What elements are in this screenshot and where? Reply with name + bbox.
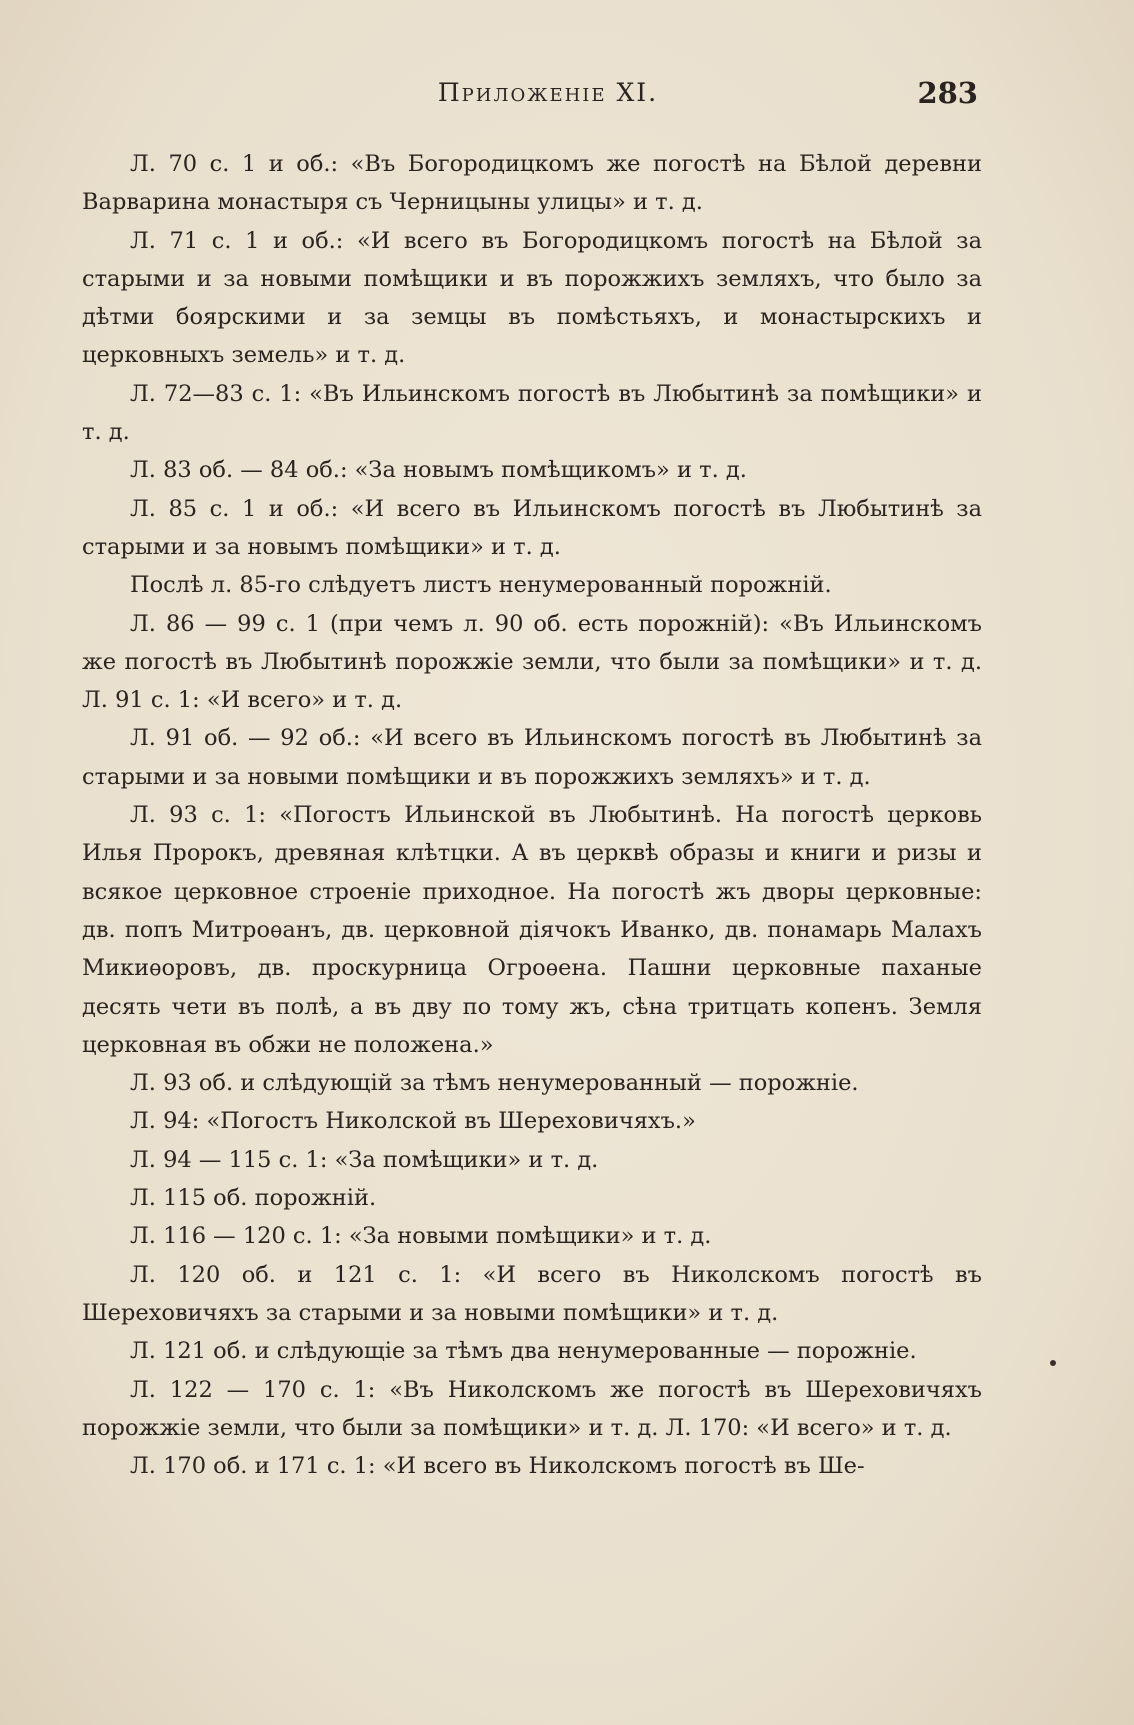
paragraph: Л. 122 — 170 с. 1: «Въ Николскомъ же погостѣ въ Шереховичяхъ порожжіе земли, что были за помѣщики» и т. д. Л. 170: «И всего» и т. д. <box>82 1376 982 1441</box>
running-head <box>78 78 978 118</box>
paragraph: Л. 170 об. и 171 с. 1: «И всего въ Николскомъ погостѣ въ Ше- <box>130 1453 865 1480</box>
paragraph: Л. 120 об. и 121 с. 1: «И всего въ Николскомъ погостѣ въ Шереховичяхъ за старыми и за новыми помѣщики» и т. д. <box>82 1261 982 1326</box>
paragraph: Л. 72—83 с. 1: «Въ Ильинскомъ погостѣ въ Любытинѣ за помѣщики» и т. д. <box>82 380 982 446</box>
running-head-title: Приложеніе XI. <box>437 78 659 107</box>
margin-ink-dot <box>1050 1360 1056 1366</box>
paragraph: Л. 94: «Погостъ Николской въ Шереховичяхъ.» <box>130 1108 696 1135</box>
paragraph: Л. 121 об. и слѣдующіе за тѣмъ два ненумерованные — порожніе. <box>130 1338 917 1365</box>
page-number: 283 <box>917 76 978 110</box>
paragraph: Л. 93 с. 1: «Погостъ Ильинской въ Любытинѣ. На погостѣ церковь Илья Пророкъ, древяная клѣтцки. А въ церквѣ образы и книги и ризы и всякое церковное строеніе приходное. На погостѣ жъ дворы церковные: дв. попъ Митроѳанъ, дв. церковной діячокъ Иванко, дв. понамарь Малахъ Микиѳоровъ, дв. проскурница Огроѳена. Пашни церковные паханые десять чети въ полѣ, а въ дву по тому жъ, сѣна тритцать копенъ. Земля церковная въ обжи не положена.» <box>82 802 982 1058</box>
paragraph: Л. 93 об. и слѣдующій за тѣмъ ненумерованный — порожніе. <box>130 1070 859 1097</box>
paragraph: Л. 116 — 120 с. 1: «За новыми помѣщики» и т. д. <box>130 1223 712 1250</box>
paragraph: Л. 91 об. — 92 об.: «И всего въ Ильинскомъ погостѣ въ Любытинѣ за старыми и за новыми помѣщики и въ порожжихъ земляхъ» и т. д. <box>82 725 982 790</box>
paragraph: Л. 85 с. 1 и об.: «И всего въ Ильинскомъ погостѣ въ Любытинѣ за старыми и за новымъ помѣщики» и т. д. <box>82 495 982 560</box>
paragraph: Л. 83 об. — 84 об.: «За новымъ помѣщикомъ» и т. д. <box>130 457 747 484</box>
body-text <box>82 145 982 1485</box>
paragraph: Л. 70 с. 1 и об.: «Въ Богородицкомъ же погостѣ на Бѣлой деревни Варварина монастыря съ Черницыны улицы» и т. д. <box>82 151 982 216</box>
paragraph: Послѣ л. 85-го слѣдуетъ листъ ненумерованный порожній. <box>130 572 832 599</box>
paragraph: Л. 94 — 115 с. 1: «За помѣщики» и т. д. <box>130 1146 599 1173</box>
paragraph: Л. 115 об. порожній. <box>130 1185 377 1212</box>
paragraph: Л. 71 с. 1 и об.: «И всего въ Богородицкомъ погостѣ на Бѣлой за старыми и за новыми помѣщики и въ порожжихъ земляхъ, что было за дѣтми боярскими и за земцы въ помѣстьяхъ, и монастырскихъ и церковныхъ земель» и т. д. <box>82 227 982 369</box>
paragraph: Л. 86 — 99 с. 1 (при чемъ л. 90 об. есть порожній): «Въ Ильинскомъ же погостѣ въ Любытинѣ порожжіе земли, что были за помѣщики» и т. д. Л. 91 с. 1: «И всего» и т. д. <box>82 610 982 714</box>
